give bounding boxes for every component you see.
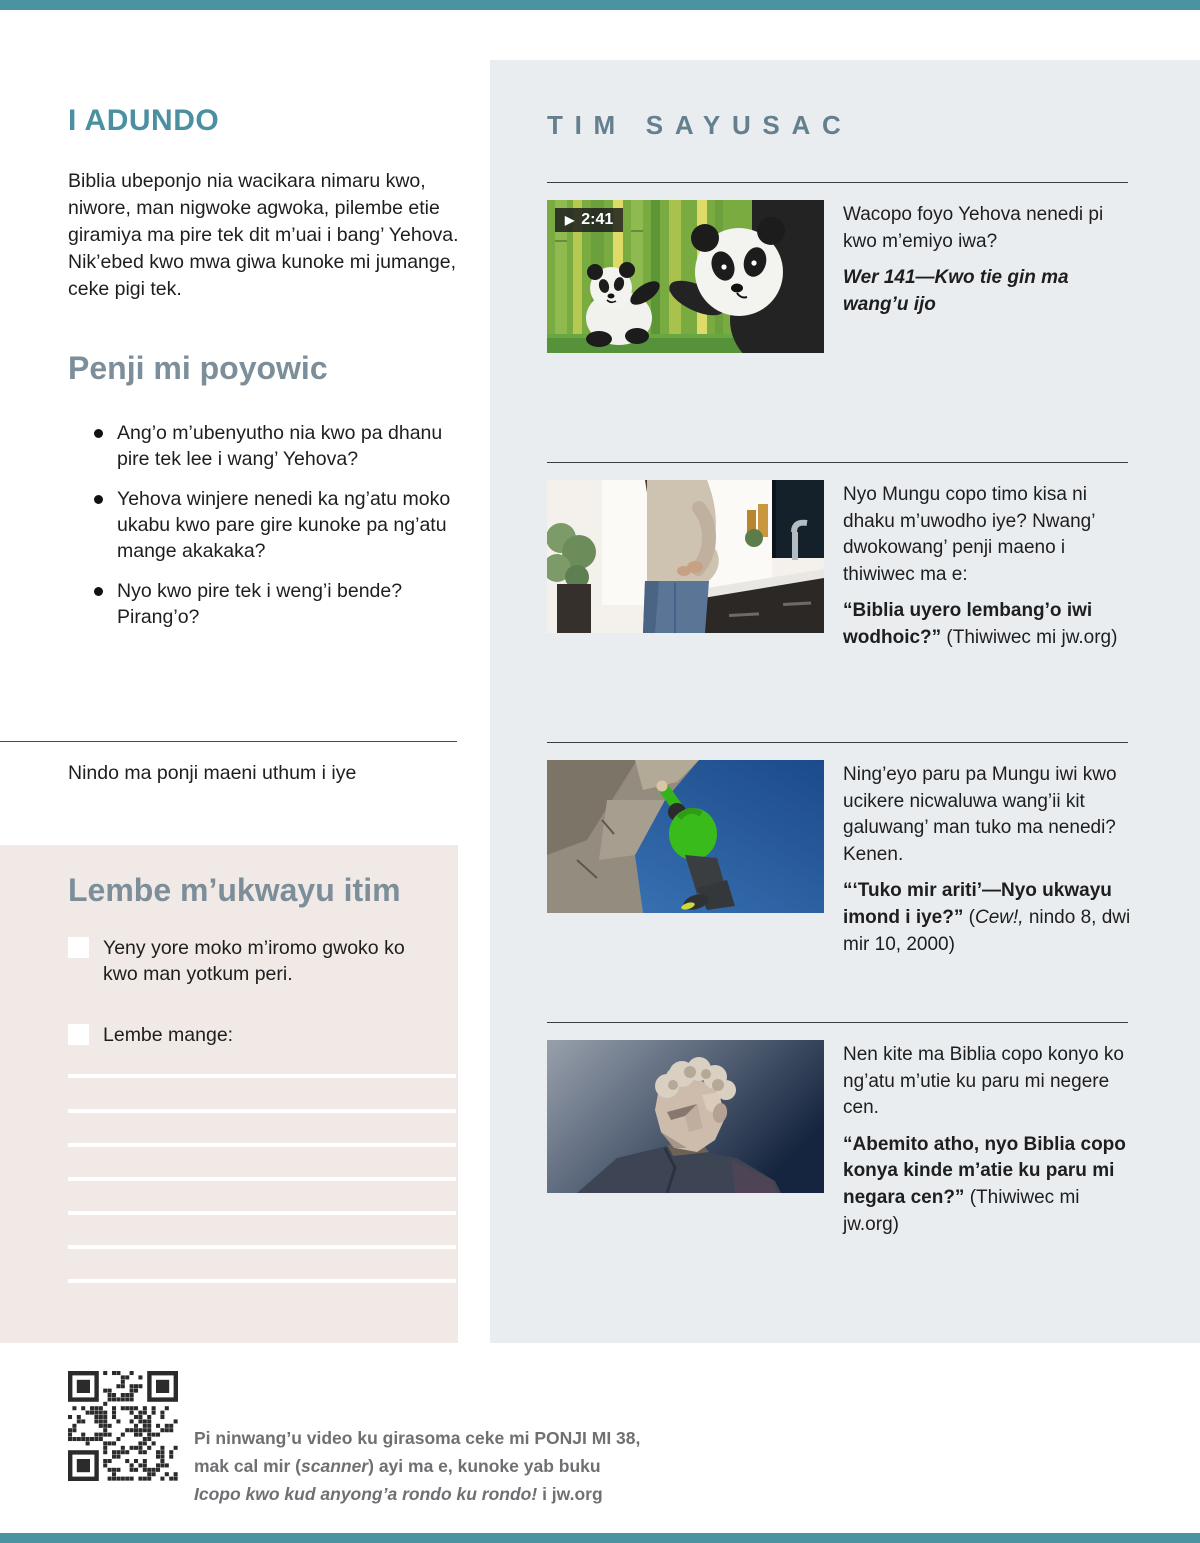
checkbox[interactable] xyxy=(68,937,89,958)
question-item xyxy=(68,486,470,565)
bottom-accent-bar xyxy=(0,1533,1200,1543)
notes-title: Lembe m’ukwayu itim xyxy=(68,872,401,908)
qr-code xyxy=(68,1371,178,1481)
bullet-icon xyxy=(94,587,103,596)
man-illustration xyxy=(547,1040,824,1193)
reference-section xyxy=(547,1022,1128,1322)
section-reference: Wer 141—Kwo tie gin ma wang’u ijo xyxy=(843,267,1069,315)
reference-section xyxy=(547,182,1128,462)
reference-section xyxy=(547,742,1131,1022)
section-paragraph: Nen kite ma Biblia copo konyo ko ng’atu m’utie ku paru mi negere cen. xyxy=(843,1044,1124,1119)
bullet-icon xyxy=(94,495,103,504)
section-reference: “Abemito atho, nyo Biblia copo konya kinde m’atie ku paru mi negara cen?” (Thiwiwec mi jw.org) xyxy=(843,1133,1126,1235)
section-reference: “‘Tuko mir ariti’—Nyo ukwayu imond i iye?” (Cew!, nindo 8, dwi mir 10, 2000) xyxy=(843,880,1131,955)
note-item xyxy=(68,1022,441,1048)
questions-list xyxy=(68,420,470,643)
bullet-icon xyxy=(94,429,103,438)
footer-line: Pi ninwang’u video ku girasoma ceke mi PONJI MI 38, xyxy=(194,1428,641,1448)
image-pregnant-woman xyxy=(547,480,824,633)
section-text xyxy=(843,762,1135,968)
section-rule xyxy=(547,462,1128,463)
section-rule xyxy=(547,1022,1128,1023)
question-item xyxy=(68,420,470,473)
write-line xyxy=(68,1245,456,1249)
section-paragraph: Ning’eyo paru pa Mungu iwi kwo ucikere nicwaluwa wang’ii kit galuwang’ man tuko ma nenedi? Kenen. xyxy=(843,764,1117,865)
note-item xyxy=(68,935,441,988)
footer-instructions xyxy=(194,1424,664,1508)
play-icon: ▶ xyxy=(565,213,575,227)
footer-line: Icopo kwo kud anyong’a rondo ku rondo! i jw.org xyxy=(194,1484,603,1504)
panel-title: TIM SAYUSAC xyxy=(547,110,853,140)
section-paragraph: Nyo Mungu copo timo kisa ni dhaku m’uwodho iye? Nwang’ dwokowang’ penji maeno i thiwiwec ma e: xyxy=(843,484,1095,585)
section-text xyxy=(843,1042,1135,1248)
left-divider xyxy=(0,741,457,742)
write-line xyxy=(68,1109,456,1113)
section-paragraph: Wacopo foyo Yehova nenedi pi kwo m’emiyo iwa? xyxy=(843,204,1104,252)
session-note: Nindo ma ponji maeni uthum i iye xyxy=(68,762,357,784)
checkbox[interactable] xyxy=(68,1024,89,1045)
video-thumbnail-pandas[interactable] xyxy=(547,200,824,353)
image-downcast-man xyxy=(547,1040,824,1193)
video-duration-badge xyxy=(555,208,623,232)
section-text xyxy=(843,482,1135,662)
image-rock-climber xyxy=(547,760,824,913)
section-reference: “Biblia uyero lembang’o iwi wodhoic?” (Thiwiwec mi jw.org) xyxy=(843,600,1118,648)
reference-section xyxy=(547,462,1128,742)
section-text xyxy=(843,202,1135,328)
write-line xyxy=(68,1177,456,1181)
woman-illustration xyxy=(547,480,824,633)
note-text: Lembe mange: xyxy=(103,1024,234,1046)
write-line xyxy=(68,1074,456,1078)
questions-title: Penji mi poyowic xyxy=(68,350,328,386)
question-item xyxy=(68,578,470,631)
question-text: Yehova winjere nenedi ka ng’atu moko ukabu kwo pare gire kunoke pa ng’atu mange akakaka? xyxy=(117,487,451,563)
intro-title: I ADUNDO xyxy=(68,104,220,137)
footer-line: mak cal mir (scanner) ayi ma e, kunoke yab buku xyxy=(194,1456,601,1476)
section-rule xyxy=(547,182,1128,183)
note-text: Yeny yore moko m’iromo gwoko ko kwo man yotkum peri. xyxy=(103,937,405,986)
section-rule xyxy=(547,742,1128,743)
write-line xyxy=(68,1211,456,1215)
write-line xyxy=(68,1279,456,1283)
question-text: Ang’o m’ubenyutho nia kwo pa dhanu pire tek lee i wang’ Yehova? xyxy=(117,422,443,471)
top-accent-bar xyxy=(0,0,1200,10)
question-text: Nyo kwo pire tek i weng’i bende? Pirang’o? xyxy=(117,579,403,628)
notes-box xyxy=(0,845,458,1343)
climber-illustration xyxy=(547,760,824,913)
video-duration: 2:41 xyxy=(581,211,614,228)
intro-paragraph: Biblia ubeponjo nia wacikara nimaru kwo, niwore, man nigwoke agwoka, pilembe etie giramiya ma pire tek dit m’uai i bang’ Yehova. Nik’ebed kwo mwa giwa kunoke mi jumange, ceke pigi tek. xyxy=(68,170,459,300)
write-line xyxy=(68,1143,456,1147)
